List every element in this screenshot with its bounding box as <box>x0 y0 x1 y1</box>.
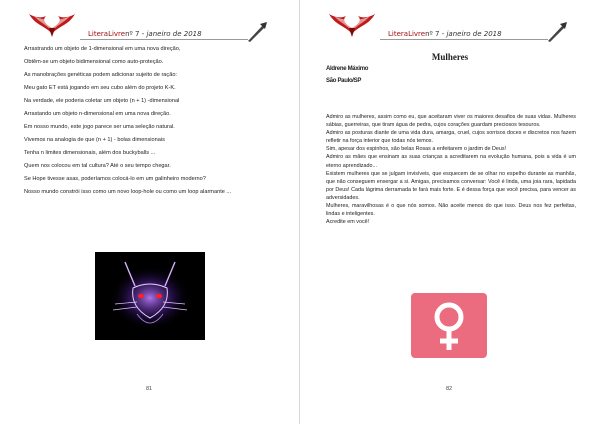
right-page <box>300 0 600 424</box>
venus-symbol-icon <box>411 293 487 358</box>
quill-pen-icon <box>246 22 268 42</box>
paragraph: Admiro as posturas diante de uma vida dura, amarga, cruel, cujos sorrisos doces e discretos nos fazem refletir na força interior que todas nós temos. <box>326 130 576 145</box>
poem-line: Se Hope tivesse asas, poderíamos colocá-lo em um galinheiro moderno? <box>24 176 206 182</box>
quill-pen-icon <box>546 22 568 42</box>
paragraph: Admiro as mães que ensinam as suas crianças a acreditarem na evolução humana, pois a vida é um eterno aprendizado... <box>326 154 576 169</box>
page-number: 81 <box>146 386 153 392</box>
paragraph: Admiro as mulheres, assim como eu, que aceitaram viver os maiores desafios de suas vidas. Mulheres sábias, guerreiras, que tiram água de pedra, cujos corações guardam preciosos tesouros. <box>326 114 576 129</box>
poem-line: As manobrações genéticas podem adicionar sujeito de ração: <box>24 72 177 78</box>
poem-line: Arrastando um objeto n-dimensional em uma nova direção. <box>24 111 171 117</box>
page-header <box>328 8 576 42</box>
author-location: São Paulo/SP <box>326 78 362 84</box>
poem-line: Em nosso mundo, este jogo parece ser uma seleção natural. <box>24 124 175 130</box>
publication-title: LiteraLivrenº 7 - janeiro de 2018 <box>88 30 202 38</box>
poem-line: Nosso mundo constrói isso como um novo loop-hole ou como um loop alarmante ... <box>24 189 232 195</box>
poem-text <box>24 46 279 202</box>
poem-line: Na verdade, ele poderia coletar um objeto (n + 1) -dimensional <box>24 98 180 104</box>
header-rule <box>380 39 548 40</box>
venus-tile <box>411 293 487 358</box>
cat-illustration <box>95 252 205 340</box>
poem-line: Arrastrando um objeto de 1-dimensional em uma nova direção, <box>24 46 181 52</box>
author-name: Aldrene Máximo <box>326 66 369 72</box>
paragraph: Existem mulheres que se julgam invisíveis, que esquecem de se olhar no espelho durante as manhãs, que não conseguem enxergar a si. Amigas, precisamos conversar: Você é linda, uma joia rara, lapidada por Deus! Cada lágrima derramada te fará mais forte. E é dessa força que você precisa, para vencer as adversidades. <box>326 170 576 201</box>
page-number: 82 <box>446 386 453 392</box>
poem-line: Vivemos na analogia de que (n + 1) - bolas dimensionais <box>24 137 165 143</box>
header-rule <box>80 39 248 40</box>
publication-title: LiteraLivrenº 7 - janeiro de 2018 <box>388 30 502 38</box>
article-body <box>326 113 576 226</box>
poem-line: Meu gato ET está jogando em seu cubo além do projeto K-K. <box>24 85 176 91</box>
paragraph: Acredite em você! <box>326 219 370 226</box>
article-title: Mulheres <box>431 52 469 62</box>
wings-logo-icon <box>28 8 76 38</box>
wings-logo-icon <box>328 8 376 38</box>
poem-line: Obtêm-se um objeto bidimensional como auto-proteção. <box>24 59 164 65</box>
poem-line: Tenha n limites dimensionais, além dos buckyballs ... <box>24 150 156 156</box>
paragraph: Mulheres, maravilhosas é o que nós somos. Não aceite menos do que isso. Deus nos fez perfeitas, lindas e inteligentes. <box>326 203 576 218</box>
poem-line: Quem nos colocou em tal cultura? Até o seu tempo chegar. <box>24 163 171 169</box>
page-header <box>28 8 276 42</box>
paragraph: Sim, apesar dos espinhos, são belas Rosas a enfeitarem o jardim de Deus! <box>326 146 507 153</box>
